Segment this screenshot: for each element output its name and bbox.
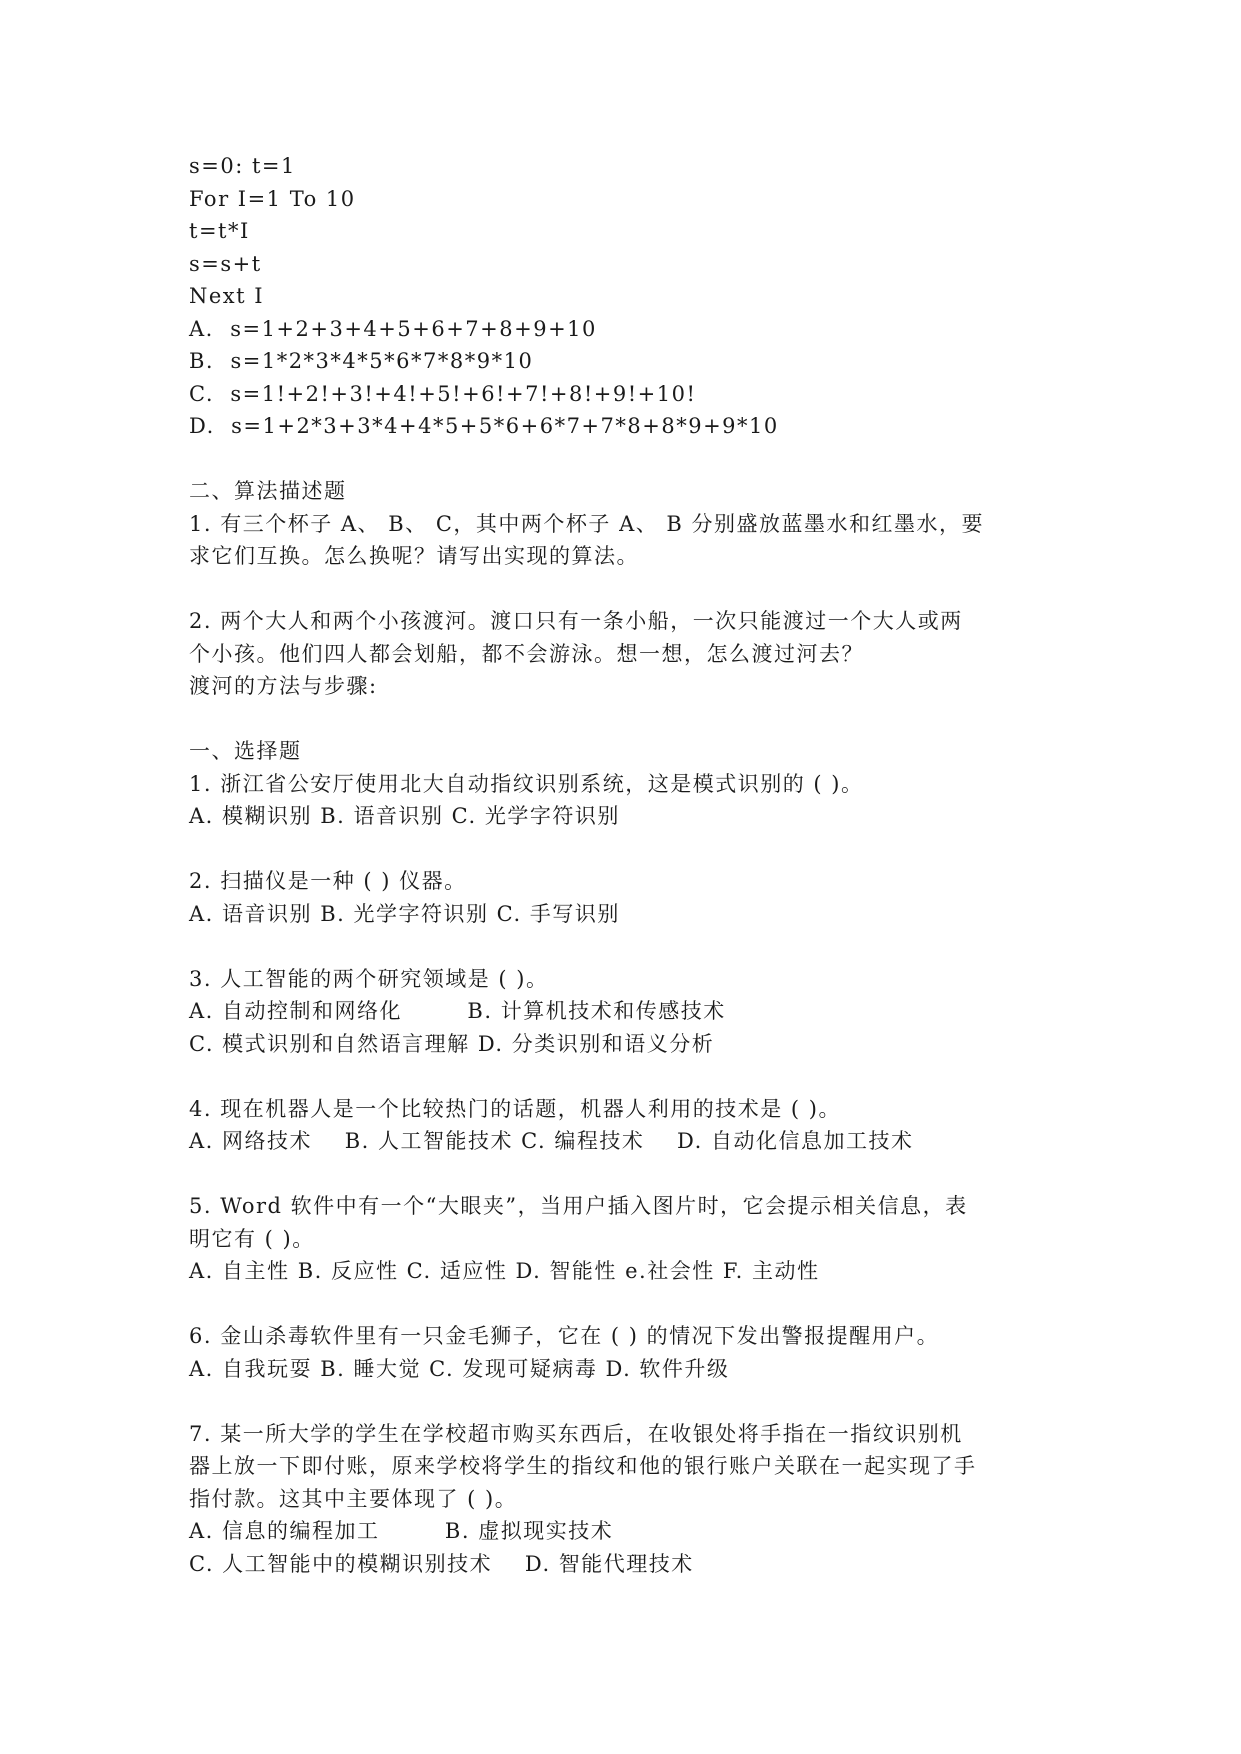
- section-heading: 二、算法描述题: [189, 479, 347, 503]
- spacer: [189, 930, 1069, 963]
- answer-option: A. 语音识别 B. 光学字符识别 C. 手写识别: [189, 901, 620, 926]
- document-content: [189, 150, 1069, 1580]
- question-text: 个小孩。他们四人都会划船，都不会游泳。想一想，怎么渡过河去？: [189, 641, 864, 666]
- answer-option: A. 信息的编程加工 B. 虚拟现实技术: [189, 1519, 614, 1543]
- question-text: 3. 人工智能的两个研究领域是 ( )。: [189, 966, 549, 991]
- spacer: [189, 1288, 1069, 1321]
- question-text: 指付款。这其中主要体现了 ( )。: [189, 1486, 518, 1511]
- code-line: s=s+t: [189, 251, 262, 276]
- question-text: 明它有 ( )。: [189, 1226, 315, 1251]
- question-text: 1. 有三个杯子 A、 B、 C，其中两个杯子 A、 B 分别盛放蓝墨水和红墨水，要: [189, 511, 985, 536]
- question-text: 器上放一下即付账，原来学校将学生的指纹和他的银行账户关联在一起实现了手: [189, 1454, 977, 1478]
- answer-option: C. 模式识别和自然语言理解 D. 分类识别和语义分析: [189, 1031, 715, 1056]
- question-text: 5. Word 软件中有一个“大眼夹”，当用户插入图片时，它会提示相关信息，表: [189, 1194, 968, 1218]
- question-text: 6. 金山杀毒软件里有一只金毛狮子，它在 ( ) 的情况下发出警报提醒用户。: [189, 1324, 940, 1348]
- answer-option: A. 自动控制和网络化 B. 计算机技术和传感技术: [189, 999, 726, 1023]
- section-heading: 一、选择题: [189, 739, 302, 763]
- spacer: [189, 1060, 1069, 1093]
- code-line: t=t*I: [189, 219, 250, 243]
- question-text: 渡河的方法与步骤:: [189, 674, 378, 698]
- answer-option: C. 人工智能中的模糊识别技术 D. 智能代理技术: [189, 1551, 694, 1576]
- question-text: 2. 扫描仪是一种 ( ) 仪器。: [189, 869, 467, 893]
- code-line: Next I: [189, 284, 265, 308]
- question-text: 求它们互换。怎么换呢？请写出实现的算法。: [189, 544, 639, 568]
- spacer: [189, 443, 1069, 476]
- answer-option: C. s=1!+2!+3!+4!+5!+6!+7!+8!+9!+10!: [189, 381, 697, 406]
- spacer: [189, 703, 1069, 736]
- answer-option: D. s=1+2*3+3*4+4*5+5*6+6*7+7*8+8*9+9*10: [189, 414, 779, 438]
- code-line: For I=1 To 10: [189, 186, 356, 211]
- answer-option: A. 模糊识别 B. 语音识别 C. 光学字符识别: [189, 804, 620, 828]
- spacer: [189, 1385, 1069, 1418]
- answer-option: A. s=1+2+3+4+5+6+7+8+9+10: [189, 316, 597, 341]
- answer-option: B. s=1*2*3*4*5*6*7*8*9*10: [189, 349, 534, 373]
- question-text: 7. 某一所大学的学生在学校超市购买东西后，在收银处将手指在一指纹识别机: [189, 1421, 963, 1446]
- answer-option: A. 网络技术 B. 人工智能技术 C. 编程技术 D. 自动化信息加工技术: [189, 1129, 914, 1153]
- spacer: [189, 573, 1069, 606]
- question-text: 1. 浙江省公安厅使用北大自动指纹识别系统，这是模式识别的 ( )。: [189, 771, 864, 796]
- code-line: s=0: t=1: [189, 154, 296, 178]
- question-text: 4. 现在机器人是一个比较热门的话题，机器人利用的技术是 ( )。: [189, 1096, 841, 1121]
- spacer: [189, 833, 1069, 866]
- spacer: [189, 1158, 1069, 1191]
- answer-option: A. 自主性 B. 反应性 C. 适应性 D. 智能性 e.社会性 F. 主动性: [189, 1259, 820, 1283]
- answer-option: A. 自我玩耍 B. 睡大觉 C. 发现可疑病毒 D. 软件升级: [189, 1356, 730, 1381]
- question-text: 2. 两个大人和两个小孩渡河。渡口只有一条小船，一次只能渡过一个大人或两: [189, 609, 963, 633]
